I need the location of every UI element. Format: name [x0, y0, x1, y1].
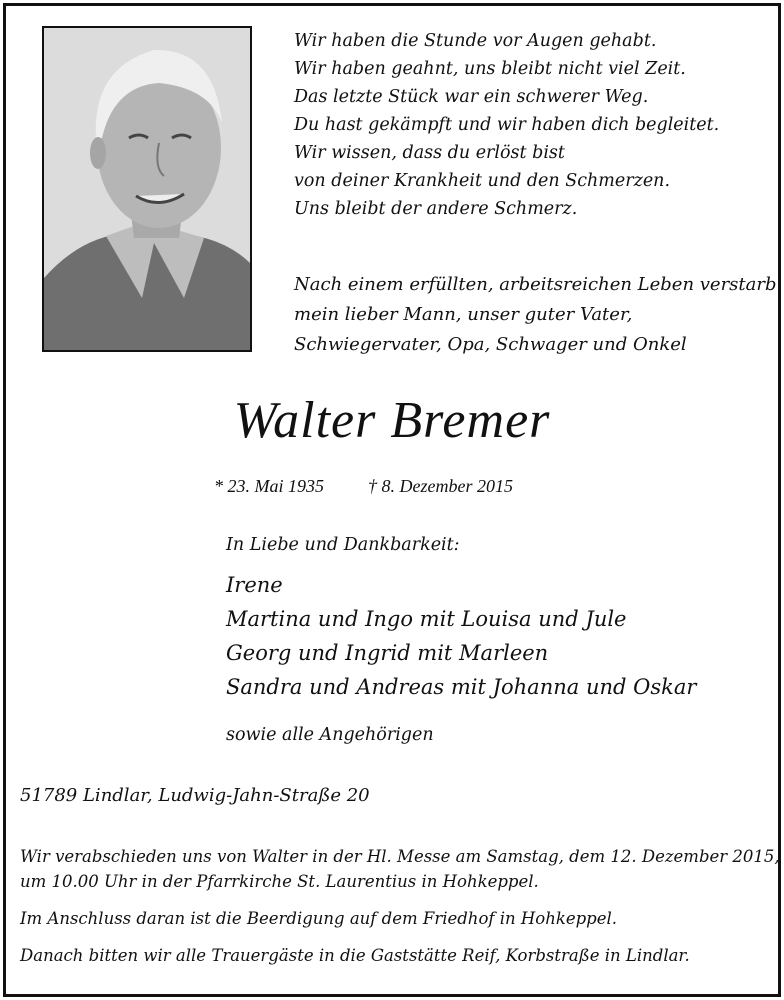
obituary-notice — [3, 3, 781, 997]
portrait-photo — [42, 26, 252, 352]
mourner-entry: Irene — [226, 573, 283, 597]
poem-line: von deiner Krankheit und den Schmerzen. — [294, 171, 671, 191]
intro-line: mein lieber Mann, unser guter Vater, — [294, 304, 633, 325]
intro-line: Schwiegervater, Opa, Schwager und Onkel — [294, 334, 687, 355]
poem-line: Wir wissen, dass du erlöst bist — [294, 143, 565, 163]
deceased-name: Walter Bremer — [233, 392, 551, 449]
reception-info: Danach bitten wir alle Trauergäste in die Gaststätte Reif, Korbstraße in Lindlar. — [20, 946, 690, 965]
poem-line: Wir haben die Stunde vor Augen gehabt. — [294, 31, 657, 51]
burial-info: Im Anschluss daran ist die Beerdigung auf dem Friedhof in Hohkeppel. — [20, 909, 617, 928]
mourner-entry: Martina und Ingo mit Louisa und Jule — [226, 607, 627, 631]
mourners-list — [226, 568, 696, 704]
portrait-illustration — [44, 28, 250, 350]
mourner-entry: Georg und Ingrid mit Marleen — [226, 641, 549, 665]
mourner-entry: Sandra und Andreas mit Johanna und Oskar — [226, 675, 697, 699]
mourners-heading: In Liebe und Dankbarkeit: — [226, 535, 460, 555]
poem-line: Wir haben geahnt, uns bleibt nicht viel Zeit. — [294, 59, 686, 79]
mass-line: Wir verabschieden uns von Walter in der Hl. Messe am Samstag, dem 12. Dezember 2015, — [20, 847, 780, 866]
mass-line: um 10.00 Uhr in der Pfarrkirche St. Laurentius in Hohkeppel. — [20, 872, 539, 891]
birth-date: * 23. Mai 1935 — [214, 476, 324, 496]
service-information — [20, 844, 780, 968]
poem-line: Du hast gekämpft und wir haben dich begleitet. — [294, 115, 720, 135]
family-address: 51789 Lindlar, Ludwig-Jahn-Straße 20 — [20, 785, 370, 806]
poem-line: Uns bleibt der andere Schmerz. — [294, 199, 578, 219]
life-dates — [214, 472, 513, 500]
mass-info — [20, 844, 780, 894]
poem — [294, 27, 764, 223]
death-date: † 8. Dezember 2015 — [368, 476, 513, 496]
death-announcement-text — [294, 270, 777, 360]
relatives-note: sowie alle Angehörigen — [226, 725, 434, 745]
intro-line: Nach einem erfüllten, arbeitsreichen Leben verstarb — [294, 274, 777, 295]
poem-line: Das letzte Stück war ein schwerer Weg. — [294, 87, 649, 107]
